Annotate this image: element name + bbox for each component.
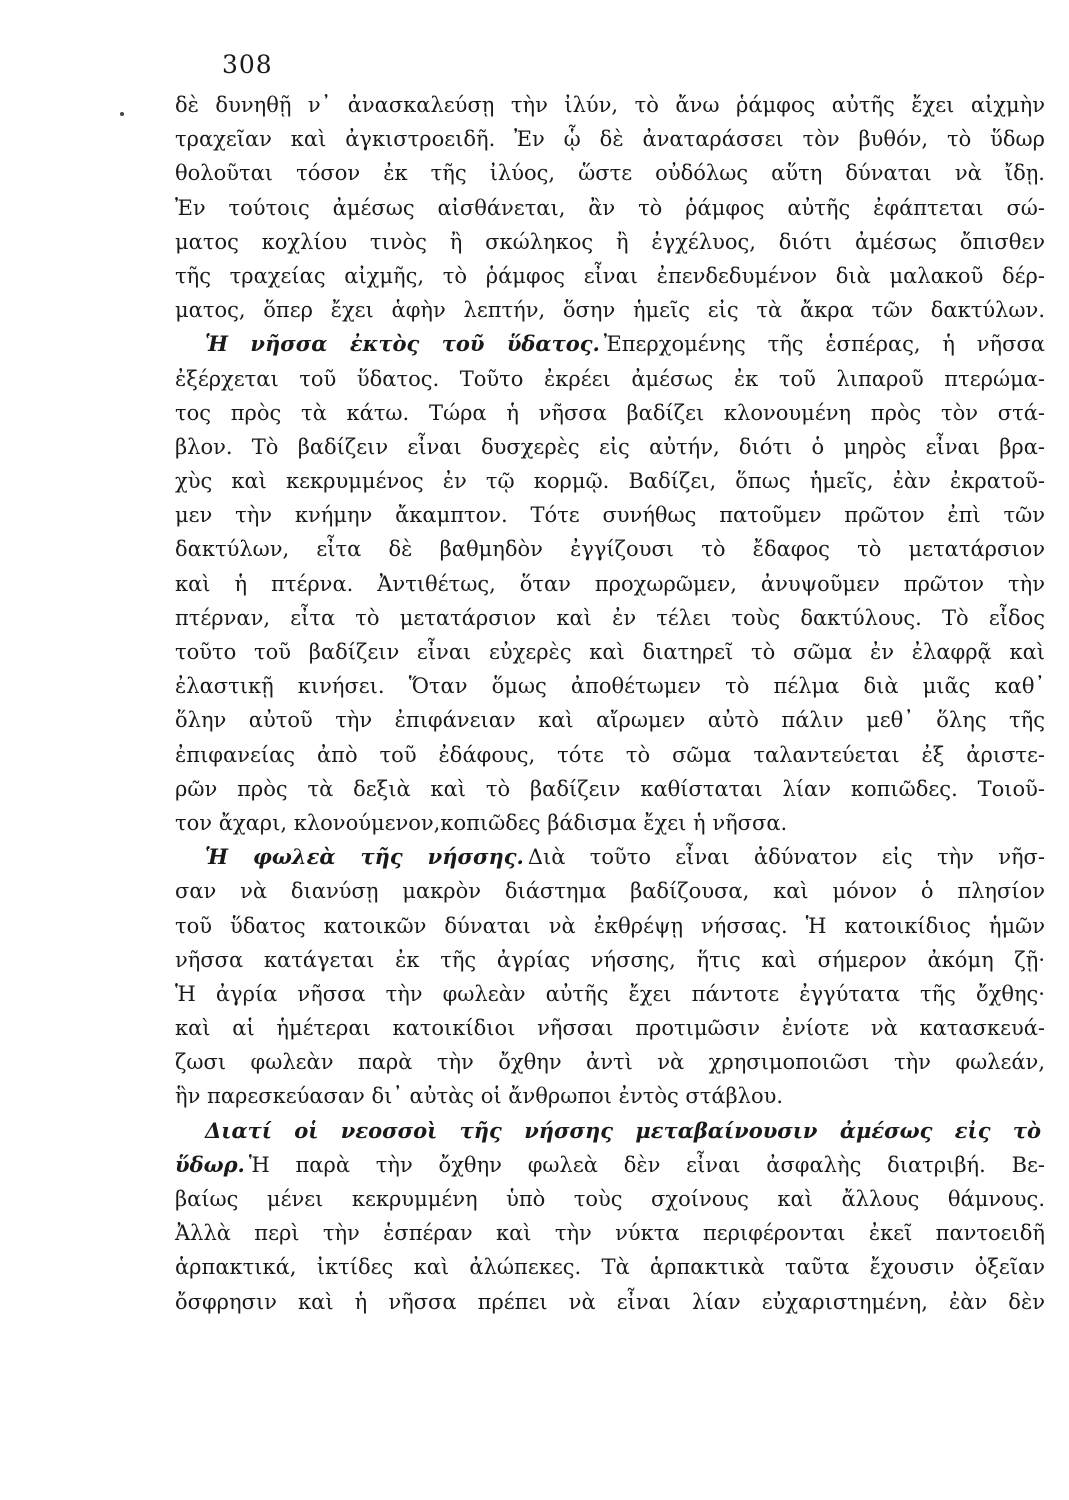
text-line: ὄσφρησιν καὶ ἡ νῆσσα πρέπει νὰ εἶναι λίαν εὐχαριστημένη, ἐὰν δὲν: [175, 1289, 1045, 1314]
text-line: χὺς καὶ κεκρυμμένος ἐν τῷ κορμῷ. Βαδίζει, ὅπως ἡμεῖς, ἐὰν ἐκρατοῦ-: [175, 469, 1045, 494]
text-line: θολοῦται τόσον ἐκ τῆς ἰλύος, ὥστε οὐδόλως αὕτη δύναται νὰ ἴδῃ.: [175, 161, 1045, 186]
text-line: ἐλαστικῇ κινήσει. Ὅταν ὅμως ἀποθέτωμεν τὸ πέλμα διὰ μιᾶς καθ᾽: [175, 674, 1045, 699]
text-line: [175, 1148, 1045, 1182]
text-line: πτέρναν, εἶτα τὸ μετατάρσιον καὶ ἐν τέλει τοὺς δακτύλους. Τὸ εἶδος: [175, 605, 1045, 630]
text-line: δακτύλων, εἶτα δὲ βαθμηδὸν ἐγγίζουσι τὸ ἔδαφος τὸ μετατάρσιον: [175, 537, 1045, 562]
paragraph: [175, 88, 1045, 327]
text-run: Ἐπερχομένης τῆς ἑσπέρας, ἡ νῆσσα: [603, 332, 1045, 357]
text-line: ματος κοχλίου τινὸς ἢ σκώληκος ἢ ἐγχέλυος, διότι ἀμέσως ὄπισθεν: [175, 229, 1045, 254]
text-line: ἁρπακτικά, ἰκτίδες καὶ ἀλώπεκες. Τὰ ἁρπακτικὰ ταῦτα ἔχουσιν ὀξεῖαν: [175, 1255, 1045, 1280]
margin-dot: [120, 112, 124, 116]
text-line: τος πρὸς τὰ κάτω. Τώρα ἡ νῆσσα βαδίζει κλονουμένη πρὸς τὸν στά-: [175, 400, 1045, 425]
text-run: Ἡ παρὰ τὴν ὄχθην φωλεὰ δὲν εἶναι ἀσφαλὴς διατριβή. Βε-: [248, 1152, 1045, 1177]
section-heading: ὕδωρ.: [175, 1151, 245, 1177]
text-line: ρῶν πρὸς τὰ δεξιὰ καὶ τὸ βαδίζειν καθίσταται λίαν κοπιῶδες. Τοιοῦ-: [175, 776, 1045, 801]
body-text: [175, 88, 1045, 1319]
text-line: καὶ ἡ πτέρνα. Ἀντιθέτως, ὅταν προχωρῶμεν, ἀνυψοῦμεν πρῶτον τὴν: [175, 571, 1045, 596]
section-heading: Διατί οἱ νεοσσοὶ τῆς νήσσης μεταβαίνουσιν ἀμέσως εἰς τὸ: [205, 1117, 1041, 1143]
text-line: ὅλην αὐτοῦ τὴν ἐπιφάνειαν καὶ αἴρωμεν αὐτὸ πάλιν μεθ᾽ ὅλης τῆς: [175, 708, 1045, 733]
section-heading: Ἡ νῆσσα ἐκτὸς τοῦ ὕδατος.: [205, 331, 600, 357]
text-line: τῆς τραχείας αἰχμῆς, τὸ ῥάμφος εἶναι ἐπενδεδυμένον διὰ μαλακοῦ δέρ-: [175, 263, 1045, 288]
text-line: τοῦ ὕδατος κατοικῶν δύναται νὰ ἐκθρέψῃ νήσσας. Ἡ κατοικίδιος ἡμῶν: [175, 913, 1045, 938]
paragraph: [175, 327, 1045, 840]
text-line: τραχεῖαν καὶ ἀγκιστροειδῆ. Ἐν ᾧ δὲ ἀναταράσσει τὸν βυθόν, τὸ ὕδωρ: [175, 127, 1045, 152]
text-line: ματος, ὅπερ ἔχει ἁφὴν λεπτήν, ὅσην ἡμεῖς εἰς τὰ ἄκρα τῶν δακτύλων.: [175, 298, 1045, 323]
text-line: ἣν παρεσκεύασαν δι᾽ αὐτὰς οἱ ἄνθρωποι ἐντὸς στάβλου.: [175, 1084, 784, 1109]
text-line: [175, 327, 1045, 361]
text-line: Ἐν τούτοις ἀμέσως αἰσθάνεται, ἂν τὸ ῥάμφος αὐτῆς ἐφάπτεται σώ-: [175, 195, 1045, 220]
text-line: ζωσι φωλεὰν παρὰ τὴν ὄχθην ἀντὶ νὰ χρησιμοποιῶσι τὴν φωλεάν,: [175, 1050, 1045, 1075]
text-line: τοῦτο τοῦ βαδίζειν εἶναι εὐχερὲς καὶ διατηρεῖ τὸ σῶμα ἐν ἐλαφρᾷ καὶ: [175, 640, 1045, 664]
text-line: ἐπιφανείας ἀπὸ τοῦ ἐδάφους, τότε τὸ σῶμα ταλαντεύεται ἐξ ἀριστε-: [175, 742, 1045, 767]
text-line: καὶ αἱ ἡμέτεραι κατοικίδιοι νῆσσαι προτιμῶσιν ἐνίοτε νὰ κατασκευά-: [175, 1016, 1045, 1041]
text-line: τον ἄχαρι, κλονούμενον,κοπιῶδες βάδισμα ἔχει ἡ νῆσσα.: [175, 810, 788, 835]
text-line: δὲ δυνηθῇ ν᾽ ἀνασκαλεύσῃ τὴν ἰλύν, τὸ ἄνω ῥάμφος αὐτῆς ἔχει αἰχμὴν: [175, 93, 1045, 117]
text-line: νῆσσα κατάγεται ἐκ τῆς ἀγρίας νήσσης, ἥτις καὶ σήμερον ἀκόμη ζῇ·: [175, 947, 1045, 972]
text-line: Ἡ ἀγρία νῆσσα τὴν φωλεὰν αὐτῆς ἔχει πάντοτε ἐγγύτατα τῆς ὄχθης·: [175, 981, 1045, 1006]
text-line: [175, 840, 1045, 874]
text-run: Διὰ τοῦτο εἶναι ἀδύνατον εἰς τὴν νῆσ-: [527, 845, 1045, 870]
text-line: σαν νὰ διανύσῃ μακρὸν διάστημα βαδίζουσα, καὶ μόνον ὁ πλησίον: [175, 879, 1045, 904]
text-line: [175, 1114, 1045, 1148]
section-heading: Ἡ φωλεὰ τῆς νήσσης.: [205, 844, 524, 870]
page-number: 308: [222, 50, 273, 79]
text-line: βλον. Τὸ βαδίζειν εἶναι δυσχερὲς εἰς αὐτήν, διότι ὁ μηρὸς εἶναι βρα-: [175, 434, 1045, 459]
text-line: ἐξέρχεται τοῦ ὕδατος. Τοῦτο ἐκρέει ἀμέσως ἐκ τοῦ λιπαροῦ πτερώμα-: [175, 366, 1045, 391]
text-line: βαίως μένει κεκρυμμένη ὑπὸ τοὺς σχοίνους καὶ ἄλλους θάμνους.: [175, 1187, 1045, 1211]
text-line: Ἀλλὰ περὶ τὴν ἑσπέραν καὶ τὴν νύκτα περιφέρονται ἐκεῖ παντοειδῆ: [175, 1221, 1045, 1246]
paragraph: [175, 1114, 1045, 1319]
text-line: μεν τὴν κνήμην ἄκαμπτον. Τότε συνήθως πατοῦμεν πρῶτον ἐπὶ τῶν: [175, 503, 1045, 528]
paragraph: [175, 840, 1045, 1114]
